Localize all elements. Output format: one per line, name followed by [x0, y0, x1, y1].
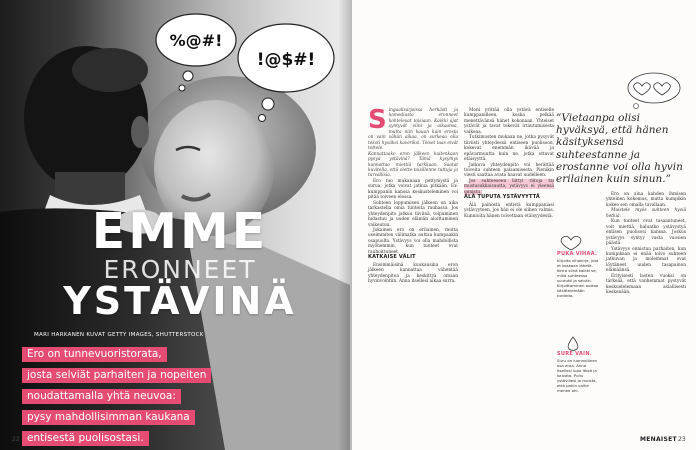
drop-cap: S — [368, 105, 387, 135]
right-page — [352, 0, 696, 450]
page-number-right: 23 — [678, 436, 686, 443]
lede-2: Kannattaako eron jälkeen kuitenkaan pysyä ystävinä? Tämä kysymys kannattaa miettiä tarkkaan. Saatat kuvitella, että olette toisillenne tuttuja ja turvallisia. — [368, 151, 458, 179]
paragraph: Älä painosta entistä kumppaniasi ystävyyteen, jos hän ei ole siihen valmis. Kunnioita hänen toivettaan etäisyydestä. — [464, 202, 554, 219]
paragraph: Kun tunteet ovat tasaantuneet, voit miettiä, haluatko ystävystyä entisen puolisosi kanssa. Joskus ystävyys syntyy vasta vuosien päästä. — [606, 219, 686, 247]
paragraph: Erityisesti lasten vuoksi on tärkeää, että vanhemmat pystyvät keskustelemaan asiallisesti keskenään. — [606, 273, 686, 296]
paragraph-emphasis: Muistele myös suhteen hyviä hetkiä. — [606, 208, 686, 219]
side-note-2 — [557, 352, 601, 393]
highlighted-text: Jos suhteeseen liittyi riitoja tai mustasukkaisuutta, ystävyys ei yleensä onnistu. — [464, 178, 554, 195]
paragraph: Ystävyys onnistuu parhaiten, kun kumpikaan ei enää toivo suhteen jatkuvan ja molemmat ovat löytäneet uuden tasapainon elämäänsä. — [606, 246, 686, 274]
article-column-3 — [606, 192, 686, 296]
ingress — [22, 342, 258, 447]
subhead: ÄLÄ TUPUTA YSTÄVYYTTÄ — [464, 194, 540, 201]
side-note-title: SURE VAIN. — [557, 351, 593, 357]
ingress-line: entisestä puolisostasi. — [22, 431, 149, 446]
paragraph: Jatkuva yhteydenpito voi herättää toiveita suhteen palaamisesta. Pienikin viesti saattaa avata haavat uudelleen. — [464, 162, 554, 179]
pull-quote: ”Vietaanpa olisi hyväksyä, että hänen käsityksensä suhteestanne ja erostanne voi olla hyvin erilainen kuin sinun.” — [556, 112, 683, 186]
paragraph: Suhteen loppumisen jälkeen on aika tarkastella omia tunteita rauhassa. Jos yhteydenpito jatkuu tiiviinä, toipuminen hidastuu ja uuden elämän aloittaminen vaikeutuu. — [368, 200, 458, 228]
headline-line-3: YSTÄVINÄ — [63, 279, 297, 323]
bubble-2-text: !@$#! — [256, 50, 316, 70]
lede: ingaalisarjoissa herkästi ja komediasta eronneet kohtelevat toisiaan. Kaikki ajat syntyvät viini ja aikaansa, mutta niin kauan kuin erosta on vain vähän aikaa, on surkeaa olla teksti hyväksi kaveriksi. Toiset taas eivät tottele. — [368, 108, 458, 152]
ingress-line: noudattamalla yhtä neuvoa: — [22, 389, 181, 404]
page-number-left: 22 — [12, 436, 20, 443]
bubble-1-text: %@#! — [169, 31, 223, 50]
side-note-text: Kirjoita vihakirje, jota et koskaan lähetä. Kerro siinä kaikki se, mikä suhteessa suututti ja satutti. Kirjoittaminen auttaa käsittelemään tunteita. — [557, 258, 599, 298]
side-note-1 — [557, 252, 601, 298]
headline-line-1: EMME — [91, 203, 269, 260]
paragraph: Ensimmäisinä kuukausina eron jälkeen kannattaa vähentää yhteydenpitoa ja keskittyä omaan hyvinvointiin. Anna itsellesi aikaa surra. — [368, 262, 458, 285]
article-column-1 — [368, 105, 458, 285]
photo-credit: MARI HARKANEN KUVAT GETTY IMAGES, SHUTTERSTOCK — [34, 332, 204, 338]
paragraph: Tutkimusten mukaan ne, jotka pysyvät tiiviisti yhteydessä entiseen puolisoon, kokevat enemmän ikävää ja epävarmuutta kuin ne, jotka ottavat etäisyyttä. — [464, 135, 554, 163]
paragraph: Ero tuo mukanaan pettymystä ja surua, jotka voivat jatkua pitkään. Ex-kumppanin kanssa keskusteleminen voi pitää toiveen elossa. — [368, 178, 458, 201]
headline-line-2: ERONNEET — [103, 255, 257, 284]
ingress-line: pysy mahdollisimman kaukana — [22, 410, 195, 425]
heart-doodle-icon — [558, 234, 584, 252]
subhead: KATKAISE VÄLIT — [368, 254, 416, 261]
side-note-text: Suru on luonnollinen osa eroa. Anna itsellesi lupa itkeä ja kaivata. Puhu ystävillesi ja muista, että pahin vaihe menee ohi. — [557, 358, 598, 393]
paragraph-highlight — [464, 179, 554, 195]
gutter-shadow — [338, 0, 352, 450]
paragraph: Ero on aina kahden ihmisen yhteinen kokemus, mutta kumpikin kokee sen omalla tavallaan. — [606, 192, 686, 208]
ingress-line: josta selviät parhaiten ja nopeiten — [22, 368, 211, 383]
hearts-bubble-icon — [624, 70, 684, 110]
tear-drop-icon — [562, 336, 584, 352]
ingress-line: Ero on tunnevuoristorata, — [22, 347, 167, 362]
side-note-title: PUKA VIHAA. — [557, 251, 598, 257]
article-column-2 — [464, 108, 554, 219]
footer-brand: MENAISET — [640, 436, 677, 443]
paragraph: Moni yrittää olla ystävä entiselle kumppanilleen, koska pelkää menettävänsä hänet kokonaan. Yhteiset ystävät ja tavat tekevät irtautumisesta vaikeaa. — [464, 108, 554, 135]
paragraph: Jokainen ero on erilainen, mutta useimmiten välimatka auttaa kumpaakin osapuolta. Ystävyys voi olla mahdollista myöhemmin, kun tunteet ovat rauhoittuneet. — [368, 227, 458, 255]
